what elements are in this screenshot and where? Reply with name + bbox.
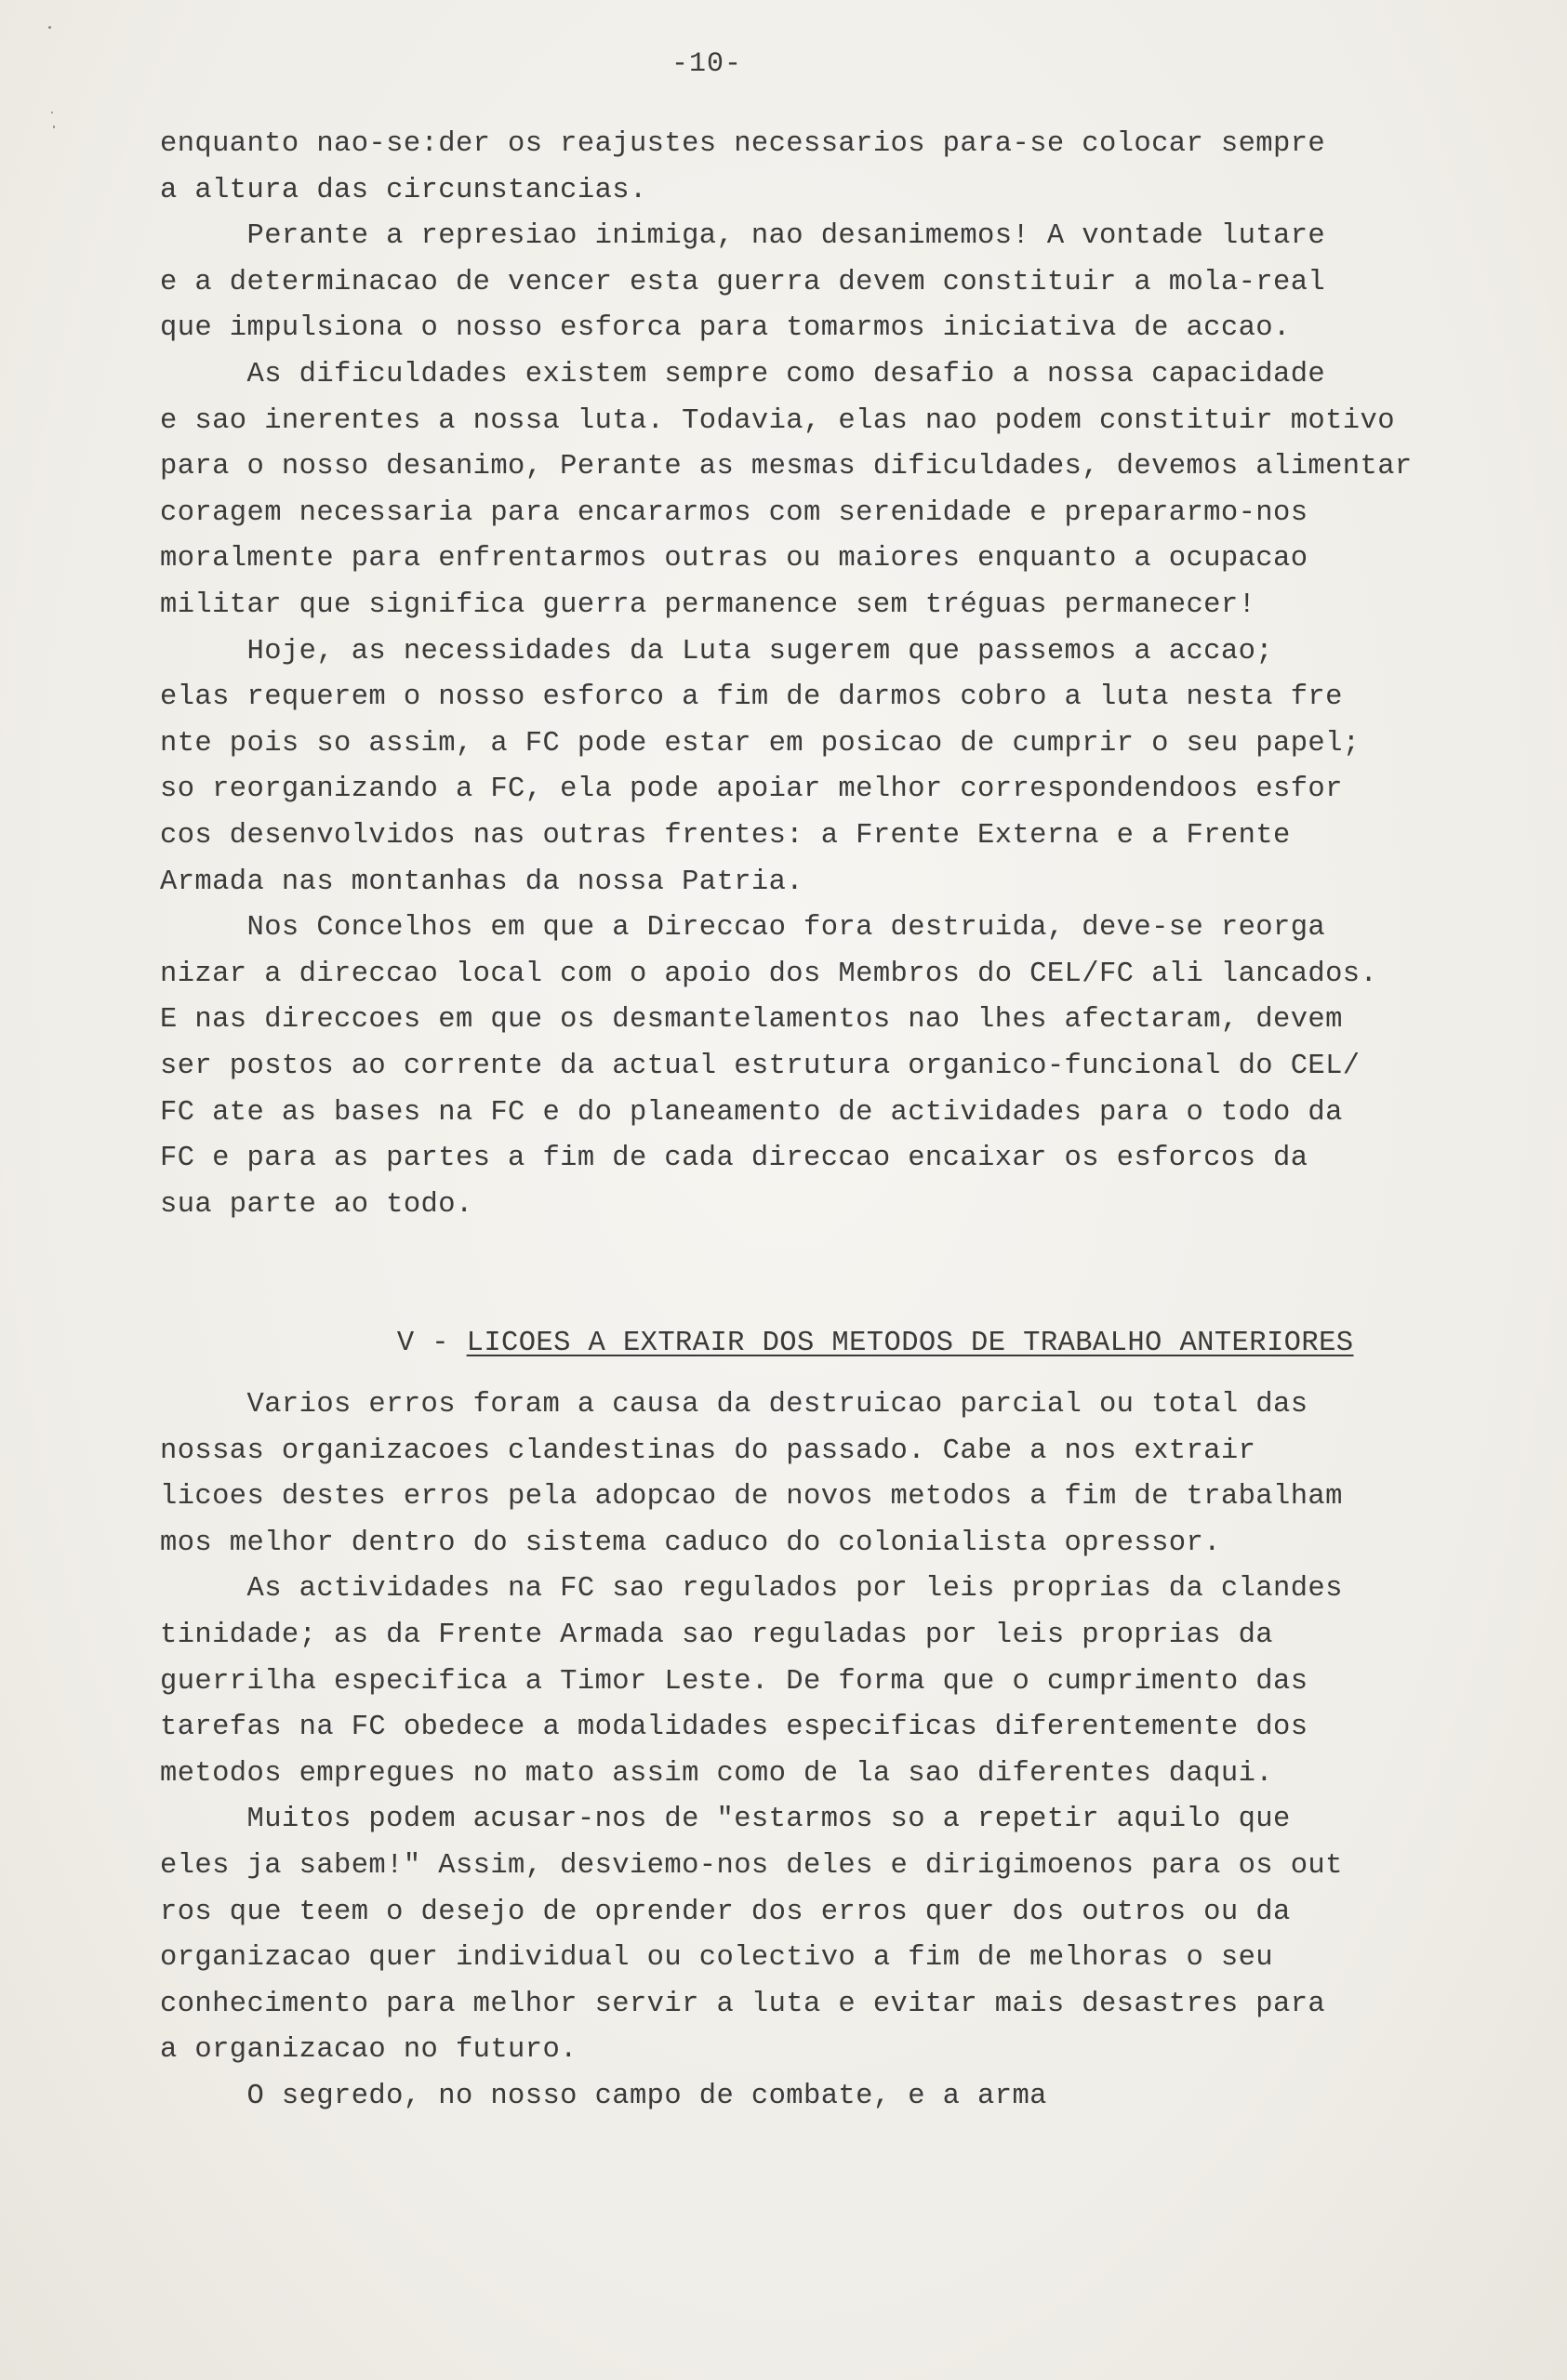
text-line: O segredo, no nosso campo de combate, e a arma — [160, 2081, 1047, 2112]
text-line: so reorganizando a FC, ela pode apoiar melhor correspondendoos esfor — [160, 774, 1343, 806]
section-heading-title: LICOES A EXTRAIR DOS METODOS DE TRABALHO ANTERIORES — [466, 1328, 1354, 1359]
text-line: E nas direccoes em que os desmantelamentos nao lhes afectaram, devem — [160, 1004, 1343, 1037]
text-line: que impulsiona o nosso esforca para tomarmos iniciativa de accao. — [160, 312, 1291, 345]
section-heading-prefix: V - — [396, 1328, 467, 1359]
paper-speck — [53, 126, 55, 128]
text-line: tinidade; as da Frente Armada sao reguladas por leis proprias da — [160, 1620, 1273, 1651]
text-line: enquanto nao-se:der os reajustes necessarios para-se colocar sempre — [160, 128, 1326, 160]
text-line: sua parte ao todo. — [160, 1188, 473, 1221]
text-line: Hoje, as necessidades da Luta sugerem que passemos a accao; — [160, 635, 1273, 668]
text-line: Muitos podem acusar-nos de "estarmos so a repetir aquilo que — [160, 1804, 1291, 1836]
text-line: ros que teem o desejo de oprender dos erros quer dos outros ou da — [160, 1896, 1291, 1928]
text-line: cos desenvolvidos nas outras frentes: a Frente Externa e a Frente — [160, 820, 1291, 852]
text-line: mos melhor dentro do sistema caduco do colonialista opressor. — [160, 1527, 1221, 1559]
text-line: Perante a represiao inimiga, nao desanimemos! A vontade lutare — [160, 220, 1326, 253]
text-line: FC ate as bases na FC e do planeamento de actividades para o todo da — [160, 1096, 1343, 1129]
text-line: coragem necessaria para encararmos com serenidade e prepararmo-nos — [160, 496, 1308, 529]
text-line: As actividades na FC sao regulados por leis proprias da clandes — [160, 1573, 1343, 1606]
text-line: nossas organizacoes clandestinas do passado. Cabe a nos extrair — [160, 1435, 1256, 1467]
text-line: para o nosso desanimo, Perante as mesmas dificuldades, devemos alimentar — [160, 451, 1413, 483]
text-line: a altura das circunstancias. — [160, 174, 647, 206]
text-line: nizar a direccao local com o apoio dos Membros do CEL/FC ali lancados. — [160, 958, 1378, 990]
text-line: militar que significa guerra permanence sem tréguas permanecer! — [160, 589, 1256, 621]
text-line: licoes destes erros pela adopcao de novos metodos a fim de trabalham — [160, 1481, 1343, 1514]
paper-speck — [48, 26, 51, 29]
text-line: e a determinacao de vencer esta guerra devem constituir a mola-real — [160, 266, 1326, 298]
text-line: FC e para as partes a fim de cada direccao encaixar os esforcos da — [160, 1143, 1308, 1175]
text-line: tarefas na FC obedece a modalidades especificas diferentemente dos — [160, 1712, 1308, 1744]
text-line: As dificuldades existem sempre como desafio a nossa capacidade — [160, 359, 1326, 390]
text-line: Armada nas montanhas da nossa Patria. — [160, 866, 804, 898]
text-line: ser postos ao corrente da actual estrutura organico-funcional do CEL/ — [160, 1051, 1361, 1082]
text-line: metodos empregues no mato assim como de la sao diferentes daqui. — [160, 1757, 1273, 1790]
text-line: elas requerem o nosso esforco a fim de darmos cobro a luta nesta fre — [160, 681, 1343, 714]
text-line: Varios erros foram a causa da destruicao parcial ou total das — [160, 1389, 1308, 1421]
text-line: nte pois so assim, a FC pode estar em posicao de cumprir o seu papel; — [160, 727, 1361, 760]
text-line: moralmente para enfrentarmos outras ou maiores enquanto a ocupacao — [160, 543, 1308, 575]
section-heading — [327, 1296, 1353, 1391]
page-number: -10- — [671, 48, 742, 80]
text-line: eles ja sabem!" Assim, desviemo-nos deles e dirigimoenos para os out — [160, 1850, 1343, 1882]
paper-speck — [51, 112, 53, 113]
text-line: conhecimento para melhor servir a luta e evitar mais desastres para — [160, 1988, 1326, 2020]
text-line: organizacao quer individual ou colectivo a fim de melhoras o seu — [160, 1942, 1273, 1975]
text-line: e sao inerentes a nossa luta. Todavia, elas nao podem constituir motivo — [160, 404, 1395, 437]
text-line: a organizacao no futuro. — [160, 2034, 578, 2067]
text-line: Nos Concelhos em que a Direccao fora destruida, deve-se reorga — [160, 912, 1326, 945]
text-line: guerrilha especifica a Timor Leste. De forma que o cumprimento das — [160, 1665, 1308, 1698]
